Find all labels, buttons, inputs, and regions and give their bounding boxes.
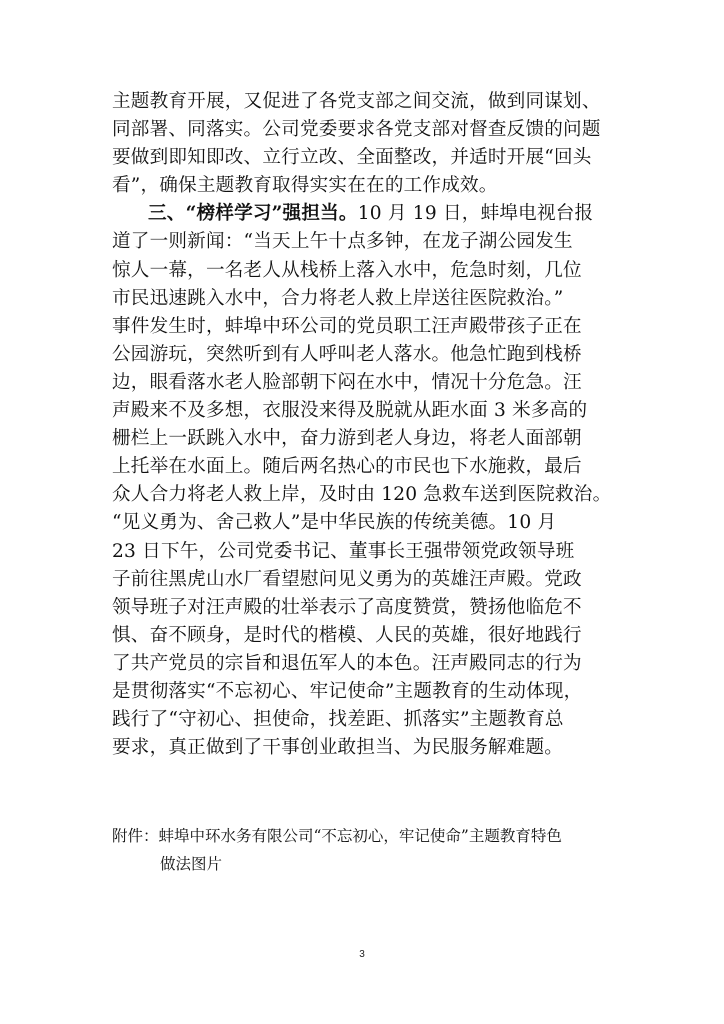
text-line: 子前往黑虎山水厂看望慰问见义勇为的英雄汪声殿。党政	[112, 568, 582, 590]
text-line: “见义勇为、舍己救人”是中华民族的传统美德。10 月	[112, 512, 557, 534]
text-line: 上托举在水面上。随后两名热心的市民也下水施救，最后	[112, 456, 582, 478]
text-line: 领导班子对汪声殿的壮举表示了高度赞赏，赞扬他临危不	[112, 596, 582, 618]
text-line: 践行了“守初心、担使命，找差距、抓落实”主题教育总	[112, 709, 564, 731]
text-line: 众人合力将老人救上岸，及时由 120 急救车送到医院救治。	[112, 484, 612, 506]
text-line: 公园游玩，突然听到有人呼叫老人落水。他急忙跑到栈桥	[112, 343, 582, 365]
section-heading: 三、“榜样学习”强担当。	[148, 203, 358, 225]
text-line: 要求，真正做到了干事创业敢担当、为民服务解难题。	[112, 737, 564, 759]
body-text	[112, 88, 622, 762]
attachment-line-continued: 做法图片	[160, 855, 223, 873]
attachment-note	[112, 822, 632, 878]
text-line: 了共产党员的宗旨和退伍军人的本色。汪声殿同志的行为	[112, 652, 582, 674]
page-number: 3	[359, 949, 365, 960]
text-line: 事件发生时，蚌埠中环公司的党员职工汪声殿带孩子正在	[112, 315, 582, 337]
text-line: 主题教育开展，又促进了各党支部之间交流，做到同谋划、	[112, 91, 601, 112]
text-line: 同部署、同落实。公司党委要求各党支部对督查反馈的问题	[112, 119, 601, 141]
text-line: 惧、奋不顾身，是时代的楷模、人民的英雄，很好地践行	[112, 624, 582, 646]
text-line: 看”，确保主题教育取得实实在在的工作成效。	[112, 175, 498, 197]
text-line: 声殿来不及多想，衣服没来得及脱就从距水面 3 米多高的	[112, 400, 588, 422]
text-line: 市民迅速跳入水中，合力将老人救上岸送往医院救治。”	[112, 287, 564, 309]
text-line: 要做到即知即改、立行立改、全面整改，并适时开展“回头	[112, 147, 592, 169]
text-line: 23 日下午，公司党委书记、董事长王强带领党政领导班	[112, 540, 575, 562]
text-line: 栅栏上一跃跳入水中，奋力游到老人身边，将老人面部朝	[112, 428, 582, 450]
text-line: 道了一则新闻：“当天上午十点多钟，在龙子湖公园发生	[112, 231, 573, 253]
text-line-rest: 10 月 19 日，蚌埠电视台报	[357, 203, 594, 225]
attachment-line: 附件：蚌埠中环水务有限公司“不忘初心，牢记使命”主题教育特色	[112, 827, 562, 845]
section-first-line	[112, 200, 622, 228]
text-line: 边，眼看落水老人脸部朝下闷在水中，情况十分危急。汪	[112, 371, 582, 393]
text-line: 是贯彻落实“不忘初心、牢记使命”主题教育的生动体现，	[112, 680, 583, 702]
text-line: 惊人一幕，一名老人从栈桥上落入水中，危急时刻，几位	[112, 259, 582, 281]
